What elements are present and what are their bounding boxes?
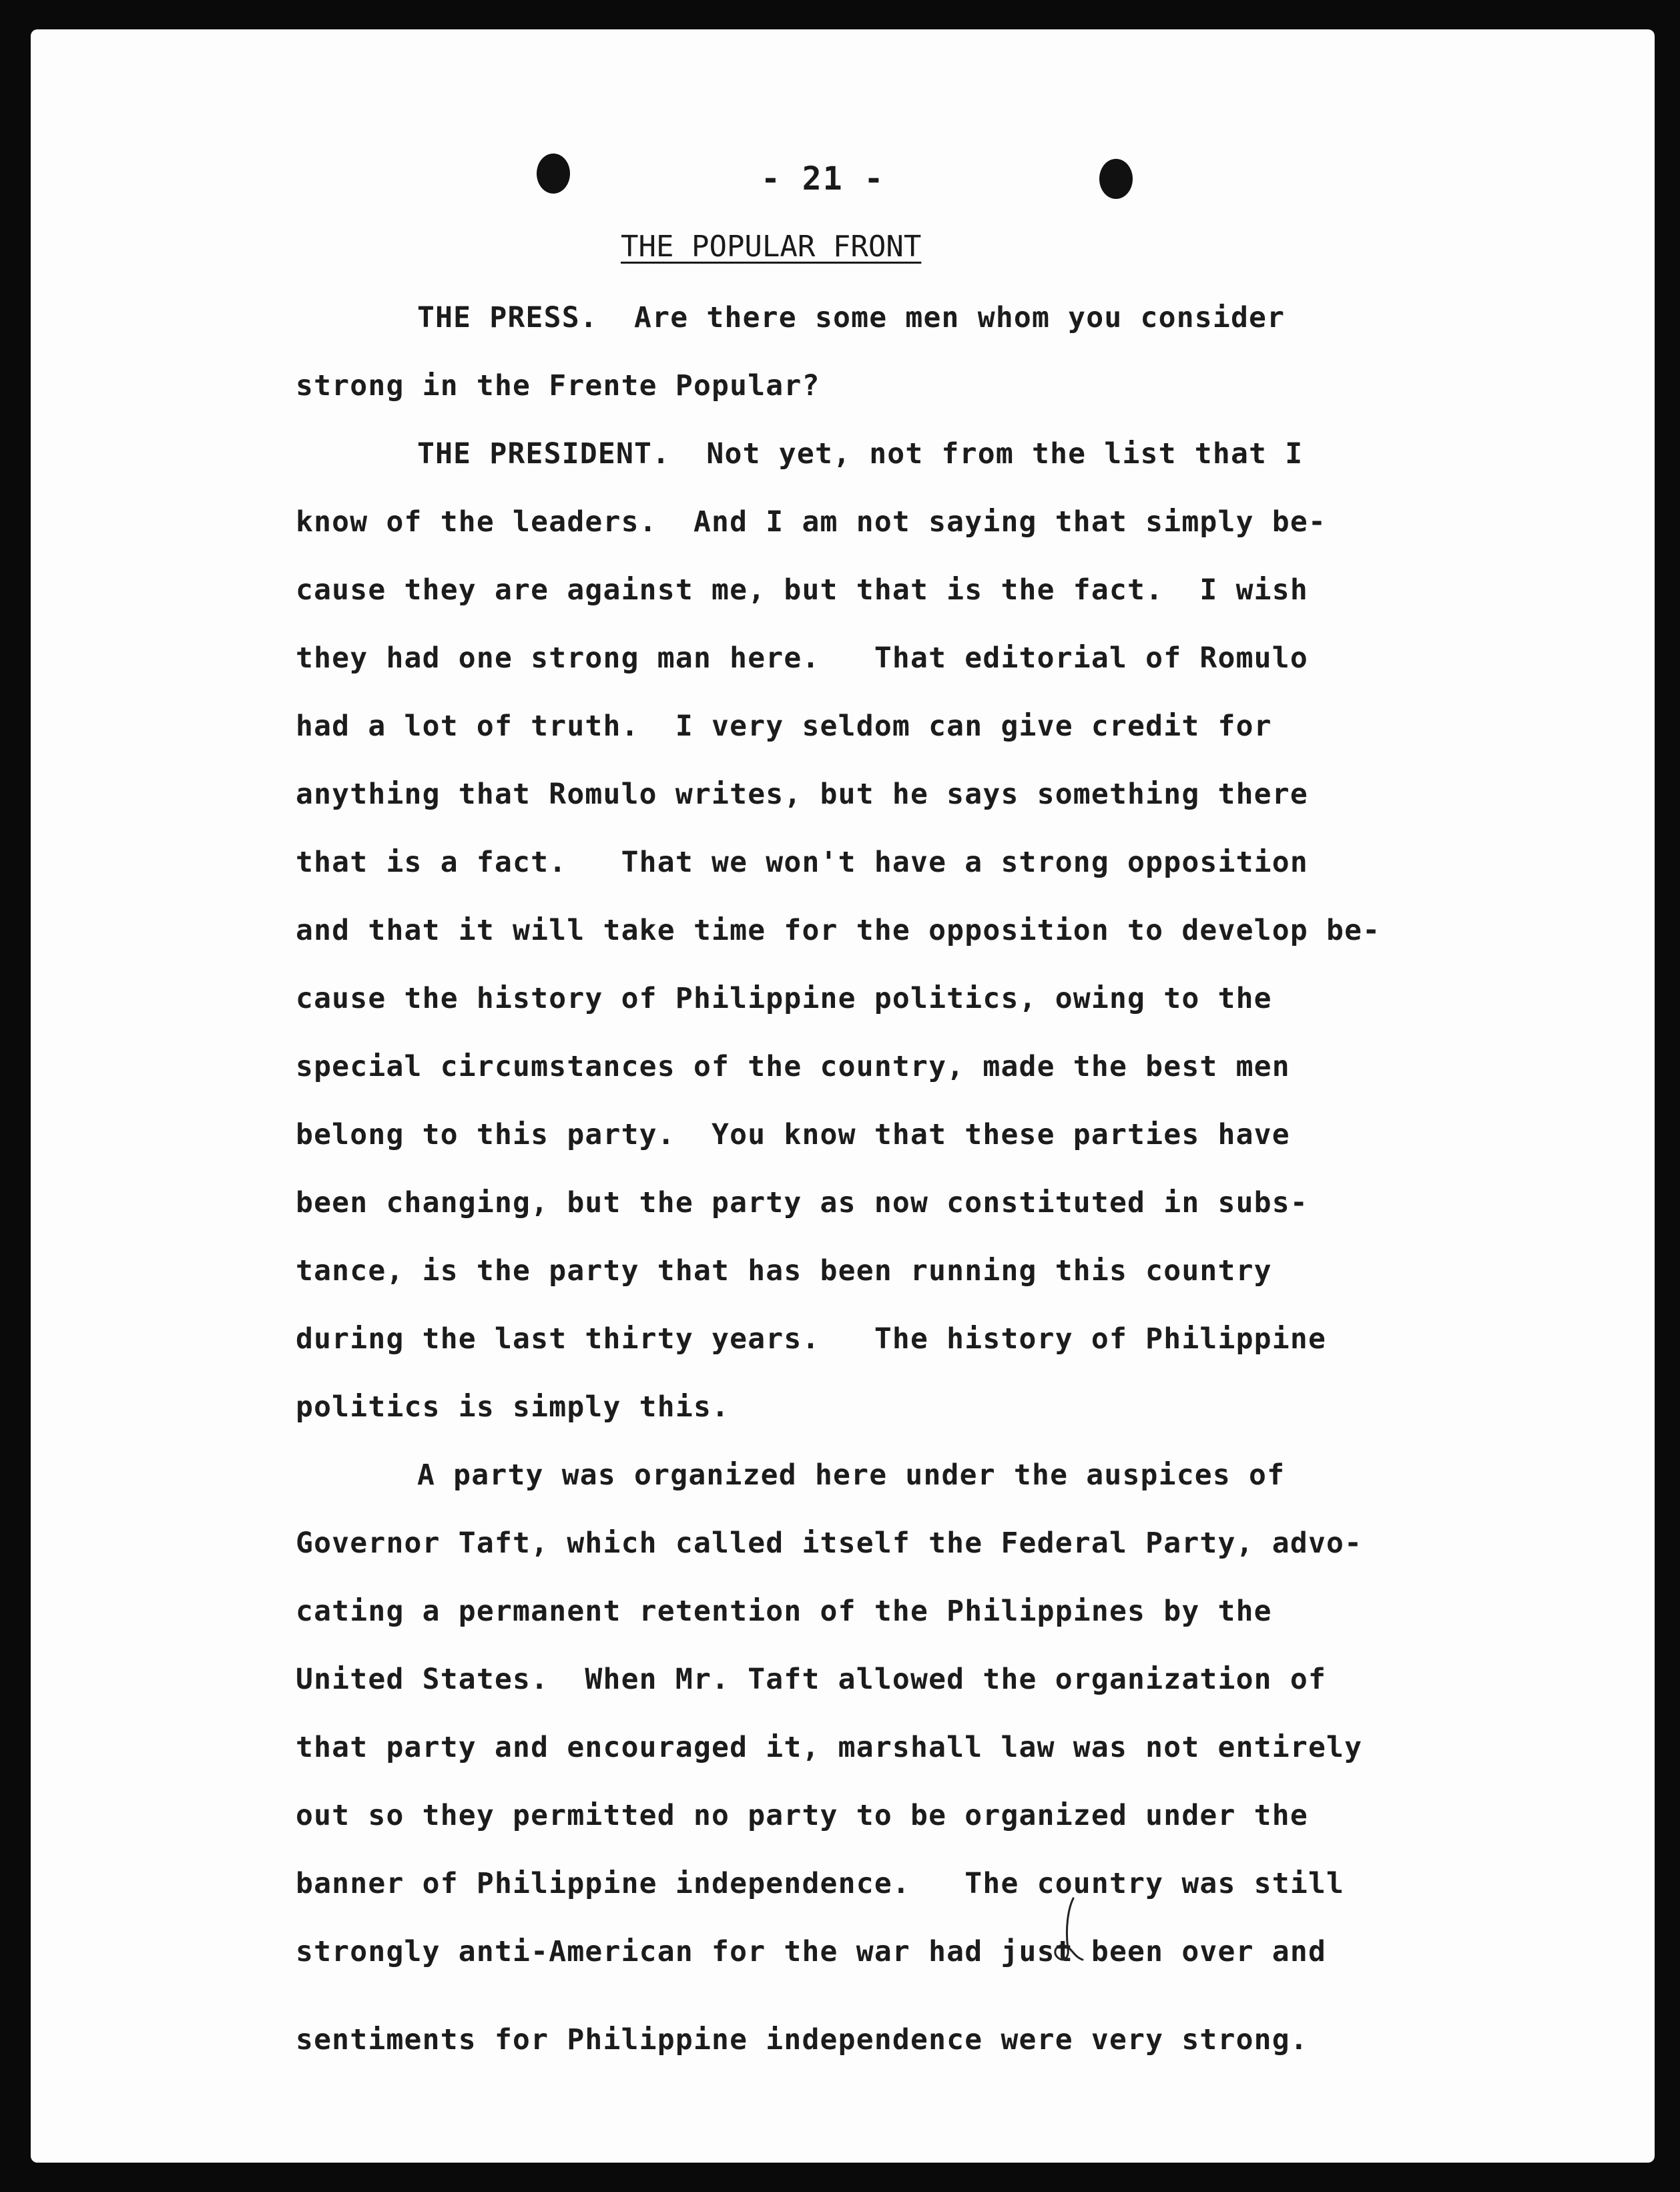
text-line: cating a permanent retention of the Philippines by the (296, 1595, 1272, 1628)
text-line: during the last thirty years. The history of Philippine (296, 1322, 1327, 1356)
text-line: tance, is the party that has been running this country (296, 1254, 1272, 1288)
text-line: A party was organized here under the auspices of (417, 1458, 1286, 1492)
handwritten-correction (1048, 1896, 1088, 1969)
punch-hole-right (1099, 159, 1133, 199)
text-line: cause they are against me, but that is the fact. I wish (296, 573, 1308, 607)
page-heading: THE POPULAR FRONT (621, 230, 922, 264)
text-line: belong to this party. You know that these parties have (296, 1118, 1290, 1151)
text-line: been changing, but the party as now constituted in subs- (296, 1186, 1308, 1219)
text-line: had a lot of truth. I very seldom can give credit for (296, 710, 1272, 743)
text-line: THE PRESIDENT. Not yet, not from the list that I (417, 437, 1304, 471)
text-line: politics is simply this. (296, 1390, 730, 1424)
text-line: know of the leaders. And I am not saying that simply be- (296, 505, 1327, 539)
text-line: that party and encouraged it, marshall law was not entirely (296, 1731, 1363, 1764)
text-line: THE PRESS. Are there some men whom you consider (417, 301, 1286, 334)
text-line: strongly anti-American for the war had just been over and (296, 1935, 1327, 1968)
page-number: - 21 - (761, 160, 885, 198)
text-line: strong in the Frente Popular? (296, 369, 820, 402)
text-line: anything that Romulo writes, but he says something there (296, 778, 1308, 811)
text-line: Governor Taft, which called itself the Federal Party, advo- (296, 1527, 1363, 1560)
text-line: and that it will take time for the opposition to develop be- (296, 914, 1381, 947)
text-line: special circumstances of the country, made the best men (296, 1050, 1290, 1083)
text-line: sentiments for Philippine independence were very strong. (296, 2023, 1308, 2057)
text-line: United States. When Mr. Taft allowed the organization of (296, 1663, 1327, 1696)
text-line: that is a fact. That we won't have a strong opposition (296, 846, 1308, 879)
punch-hole-left (537, 154, 570, 194)
text-line: cause the history of Philippine politics, owing to the (296, 982, 1272, 1015)
text-line: banner of Philippine independence. The country was still (296, 1867, 1345, 1900)
document-page (31, 29, 1655, 2163)
text-line: out so they permitted no party to be organized under the (296, 1799, 1308, 1832)
text-line: they had one strong man here. That editorial of Romulo (296, 641, 1308, 675)
